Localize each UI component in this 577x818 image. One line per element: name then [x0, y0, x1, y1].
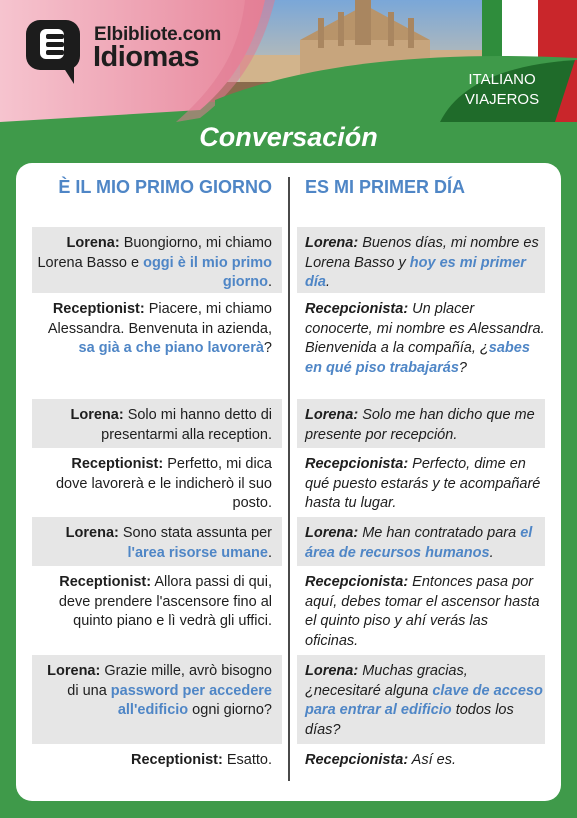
italian-line — [36, 300, 272, 359]
highlighted-phrase: l'area risorse umane — [127, 544, 268, 561]
column-divider — [288, 177, 290, 781]
spanish-line — [305, 751, 545, 771]
header-banner — [0, 0, 577, 122]
spanish-line — [305, 662, 545, 740]
speaker-name: Receptionist: — [71, 456, 164, 472]
speaker-name: Lorena: — [66, 235, 120, 251]
italian-line — [36, 573, 272, 632]
line-text: Solo me han dicho que me presente por recepción. — [305, 407, 535, 443]
spanish-line — [305, 524, 545, 563]
logo-letter-icon — [40, 29, 64, 59]
line-text-end: ? — [458, 359, 467, 376]
line-text: Me han contratado para — [358, 525, 521, 541]
spanish-line — [305, 234, 545, 293]
line-text-end: . — [325, 274, 330, 290]
italian-line — [36, 524, 272, 563]
italian-line — [36, 455, 272, 514]
speaker-name: Lorena: — [70, 407, 124, 423]
speaker-name: Receptionist: — [59, 574, 152, 590]
line-text-end: . — [267, 274, 272, 290]
language-label: ITALIANO — [468, 71, 536, 88]
italian-line — [36, 662, 272, 721]
brand-site: Elbibliote.com — [94, 24, 222, 45]
highlighted-phrase: el área de recursos humanos — [305, 525, 533, 561]
highlighted-phrase: password per accedere all'edificio — [110, 682, 272, 718]
speaker-name: Recepcionista: — [305, 752, 409, 768]
italian-line — [36, 406, 272, 445]
speaker-name: Recepcionista: — [305, 574, 409, 590]
speaker-name: Lorena: — [305, 235, 359, 251]
italian-line — [36, 234, 272, 293]
line-text: Entonces pasa por aquí, debes tomar el ascensor hasta el quinto piso y ahí verás las oficinas. — [305, 574, 540, 649]
spanish-line — [305, 573, 545, 651]
speaker-name: Lorena: — [305, 525, 359, 541]
speaker-name: Lorena: — [47, 663, 101, 679]
line-text: Muchas gracias, ¿necesitaré alguna — [305, 663, 468, 699]
italian-line — [36, 751, 272, 771]
line-text: Buenos días, mi nombre es Lorena Basso y — [305, 235, 539, 271]
speaker-name: Lorena: — [305, 407, 359, 423]
highlighted-phrase: sa già a che piano lavorerà — [78, 340, 264, 356]
line-text-end: . — [267, 544, 272, 561]
spanish-column-heading: ES MI PRIMER DÍA — [305, 177, 466, 197]
line-text: Buongiorno, mi chiamo Lorena Basso e — [37, 235, 272, 271]
spanish-line — [305, 406, 545, 445]
highlighted-phrase: sabes en qué piso trabajarás — [305, 340, 530, 376]
line-text: Un placer conocerte, mi nombre es Alessandra. Bienvenida a la compañía, ¿ — [305, 301, 545, 356]
line-text: Sono stata assunta per — [118, 525, 272, 541]
line-text: Esatto. — [222, 752, 272, 768]
brand-name: Idiomas — [93, 41, 200, 73]
highlighted-phrase: hoy es mi primer día — [305, 254, 526, 290]
line-text-end: todos los días? — [305, 702, 514, 738]
language-level-badge — [452, 70, 552, 110]
line-text: Perfetto, mi dica dove lavorerà e le indicherò il suo posto. — [55, 456, 272, 511]
spanish-line — [305, 300, 545, 378]
line-text: Grazie mille, avrò bisogno di una — [67, 663, 272, 699]
line-text-end: ogni giorno? — [188, 702, 272, 718]
speaker-name: Recepcionista: — [305, 456, 409, 472]
line-text-end: . — [489, 544, 494, 561]
speaker-name: Receptionist: — [52, 301, 145, 317]
line-text-end: ? — [263, 340, 272, 356]
speaker-name: Receptionist: — [130, 752, 223, 768]
highlighted-phrase: clave de acceso para entrar al edificio — [305, 682, 543, 718]
highlighted-phrase: oggi è il mio primo giorno — [143, 254, 272, 290]
line-text: Así es. — [408, 752, 456, 768]
line-text: Perfecto, dime en qué puesto estarás y te acompañaré hasta tu lugar. — [305, 456, 541, 511]
italian-column-heading: È IL MIO PRIMO GIORNO — [58, 177, 272, 197]
speaker-name: Lorena: — [305, 663, 359, 679]
line-text: Allora passi di qui, deve prendere l'ascensore fino al quinto piano e lì vedrà gli uffici. — [58, 574, 272, 629]
logo-tail — [60, 62, 74, 84]
line-text: Piacere, mi chiamo Alessandra. Benvenuta in azienda, — [47, 301, 272, 337]
page-title: Conversación — [199, 122, 378, 152]
spanish-line — [305, 455, 545, 514]
speaker-name: Lorena: — [65, 525, 119, 541]
speaker-name: Recepcionista: — [305, 301, 409, 317]
conversation-card — [16, 163, 561, 801]
level-label: VIAJEROS — [464, 91, 540, 108]
line-text: Solo mi hanno detto di presentarmi alla reception. — [101, 407, 272, 443]
